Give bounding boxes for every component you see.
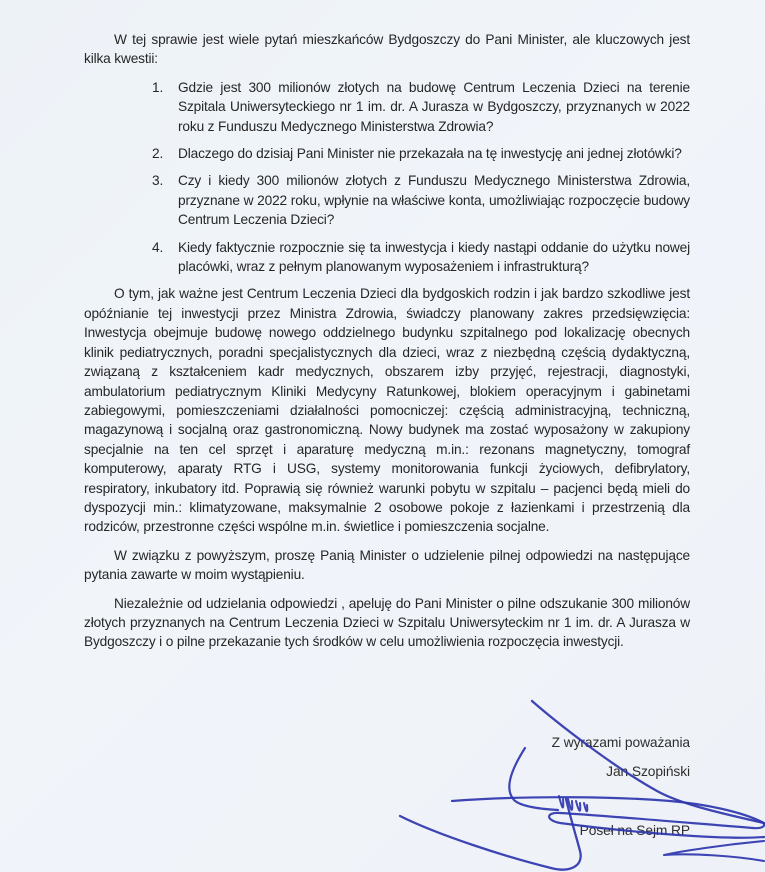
signatory-name: Jan Szopiński: [606, 764, 690, 779]
question-text: Czy i kiedy 300 milionów złotych z Funduszu Medycznego Ministerstwa Zdrowia, przyznane w 2022 roku, wpłynie na właściwe konta, umożliwiając rozpoczęcie budowy Centrum Leczenia Dzieci?: [178, 173, 690, 228]
signature-stroke-flourish-bottom: [664, 841, 764, 861]
closing-salutation: Z wyrazami poważania: [551, 735, 690, 750]
body-paragraph-scope: O tym, jak ważne jest Centrum Leczenia Dzieci dla bydgoskich rodzin i jak bardzo szkodliwe jest opóźnianie tej inwestycji przez Ministra Zdrowia, świadczy planowany zakres przedsięwzięcia: Inwestycja obejmuje budowę nowego oddzielnego budynku szpitalnego pod lokalizację obecnych klinik pediatrycznych, poradni specjalistycznych dla dzieci, wraz z niezbędną częścią dydaktyczną, związaną z kształceniem kadr medycznych, obszarem izby przyjęć, rejestracji, diagnostyki, ambulatorium pediatrycznym Kliniki Medycyny Ratunkowej, blokiem operacyjnym i gabinetami zabiegowymi, pomieszczeniami działalności pomocniczej: częścią administracyjną, techniczną, magazynową i socjalną oraz gastronomiczną. Nowy budynek ma zostać wyposażony w zakupiony specjalnie na ten cel sprzęt i aparaturę medyczną m.in.: rezonans magnetyczny, tomograf komputerowy, aparaty RTG i USG, systemy monitorowania funkcji życiowych, defibrylatory, respiratory, inkubatory itd. Poprawią się również warunki pobytu w szpitalu – pacjenci będą mieli do dyspozycji min.: klimatyzowane, maksymalnie 2 osobowe pokoje z łazienkami i przestrzenią dla rodziców, przestronne części wspólne m.in. świetlice i pomieszczenia socjalne.: [84, 286, 690, 535]
intro-paragraph: W tej sprawie jest wiele pytań mieszkańców Bydgoszczy do Pani Minister, ale kluczowych jest kilka kwestii:: [84, 32, 690, 67]
question-item-3: [84, 171, 690, 229]
question-number: 3.: [152, 173, 164, 189]
question-text: Kiedy faktycznie rozpocznie się ta inwestycja i kiedy nastąpi oddanie do użytku nowej placówki, wraz z pełnym planowanym wyposażeniem i infrastrukturą?: [178, 239, 690, 275]
question-number: 1.: [152, 79, 164, 95]
question-number: 2.: [152, 146, 164, 162]
question-number: 4.: [152, 239, 164, 255]
signatory-title: Poseł na Sejm RP: [579, 823, 690, 838]
questions-list: [84, 78, 690, 277]
question-item-4: [84, 238, 690, 277]
body-paragraph-appeal: Niezależnie od udzielania odpowiedzi , apeluję do Pani Minister o pilne odszukanie 300 milionów złotych przyznanych na Centrum Leczenia Dzieci w Szpitalu Uniwersyteckim nr 1 im. dr. A Jurasza w Bydgoszczy i o pilne przekazanie tych środków w celu umożliwienia rozpoczęcia inwestycji.: [84, 595, 690, 650]
body-paragraph-request: W związku z powyższym, proszę Panią Minister o udzielenie pilnej odpowiedzi na następujące pytania zawarte w moim wystąpieniu.: [84, 547, 690, 583]
question-item-1: [84, 78, 690, 136]
closing-block: [552, 736, 690, 838]
question-item-2: [84, 144, 690, 163]
question-text: Gdzie jest 300 milionów złotych na budowę Centrum Leczenia Dzieci na terenie Szpitala Uniwersyteckiego nr 1 im. dr. A Jurasza w Bydgoszczy, przyznanych w 2022 roku z Funduszu Medycznego Ministerstwa Zdrowia?: [178, 79, 690, 134]
question-text: Dlaczego do dzisiaj Pani Minister nie przekazała na tę inwestycję ani jednej złotówki?: [178, 146, 682, 162]
